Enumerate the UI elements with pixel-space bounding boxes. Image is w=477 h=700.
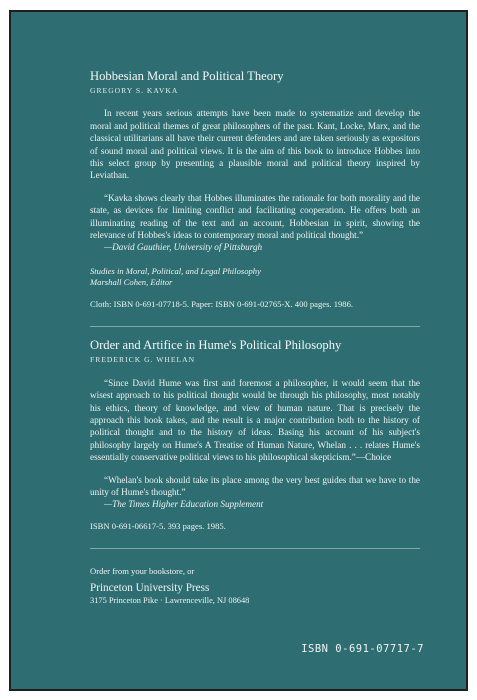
book1-quote: “Kavka shows clearly that Hobbes illuminates the rationale for both morality and the state, as devices for limiting conflict and facilitating cooperation. He offers both an illuminating reading of the text and an account, Hobbesian in spirit, showing the relevance of Hobbes's ideas to contemporary moral and political thought.” (90, 192, 420, 241)
cover-text (90, 69, 420, 606)
publisher-name: Princeton University Press (90, 581, 210, 594)
book1-series-editor: Marshall Cohen, Editor (90, 277, 173, 288)
section-divider-2 (90, 548, 420, 549)
book1-title: Hobbesian Moral and Political Theory (90, 69, 284, 83)
back-cover (9, 10, 468, 691)
book1-quote-attribution: —David Gauthier, University of Pittsburgh (104, 242, 263, 253)
book1-series: Studies in Moral, Political, and Legal Philosophy (90, 265, 261, 276)
book2-quote2: “Whelan's book should take its place among the very best guides that we have to the unity of Hume's thought.” (90, 474, 420, 497)
book2-isbn-info: ISBN 0-691-06617-5. 393 pages. 1985. (90, 520, 226, 531)
book2-author: FREDERICK G. WHELAN (90, 355, 196, 365)
back-isbn: ISBN 0-691-07717-7 (301, 643, 424, 655)
book2-title: Order and Artifice in Hume's Political Philosophy (90, 338, 342, 353)
section-divider (90, 326, 420, 327)
book1-author: GREGORY S. KAVKA (90, 86, 179, 95)
book2-quote1: “Since David Hume was first and foremost a philosopher, it would seem that the wisest approach to his political thought would be through his philosophy, most notably his ethics, theory of knowledge, and view of human nature. That is precisely the approach this book takes, and the result is a major contribution both to the history of political thought and to the history of ideas. Basing his account of his subject's philosophy largely on Hume's A Treatise of Human Nature, Whelan . . . relates Hume's essentially conservative political views to his philosophical skepticism.”—Choice (90, 377, 420, 463)
book2-quote2-attribution: —The Times Higher Education Supplement (104, 499, 264, 510)
publisher-address: 3175 Princeton Pike · Lawrenceville, NJ 08648 (90, 595, 250, 605)
book1-isbn-info: Cloth: ISBN 0-691-07718-5. Paper: ISBN 0-691-02765-X. 400 pages. 1986. (90, 298, 354, 309)
book1-description: In recent years serious attempts have been made to systematize and develop the moral and political themes of great philosophers of the past. Kant, Locke, Marx, and the classical utilitarians all have their current defenders and are taken seriously as expositors of sound moral and political views. It is the aim of this book to introduce Hobbes into this select group by presenting a plausible moral and political theory inspired by Leviathan. (90, 108, 420, 181)
book2-section (90, 338, 420, 532)
book1-section (90, 69, 420, 310)
order-label: Order from your bookstore, or (90, 566, 195, 577)
